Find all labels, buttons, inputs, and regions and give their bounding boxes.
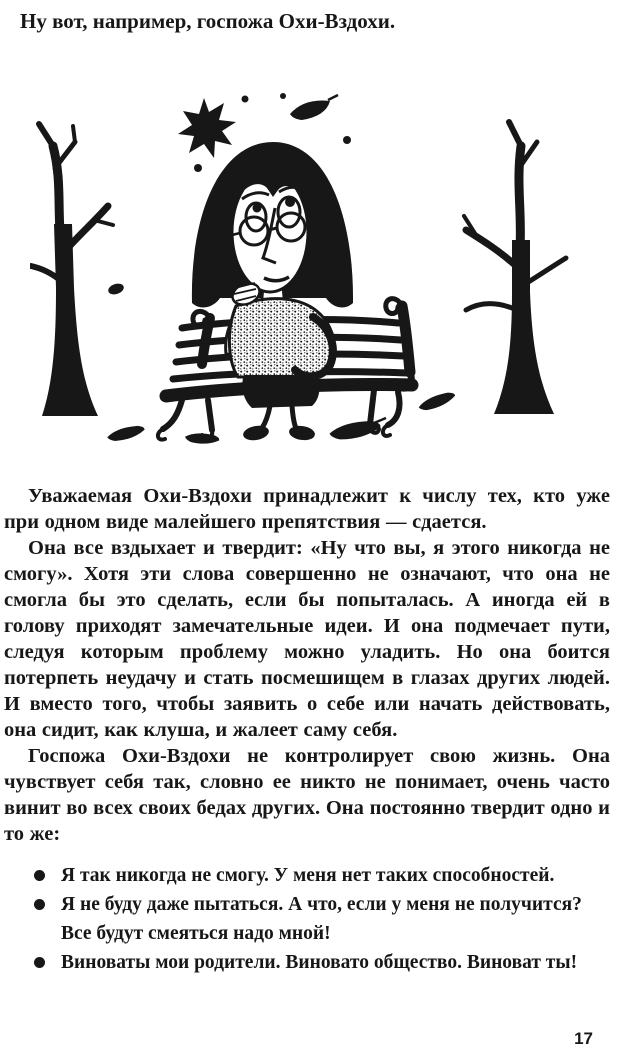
shoe-right bbox=[288, 424, 316, 441]
bullet-icon bbox=[34, 870, 45, 881]
bare-tree-left bbox=[31, 124, 125, 416]
leaf-icon bbox=[417, 391, 457, 413]
paragraph-1: Уважаемая Охи-Вздохи принадлежит к числу тех, кто уже при одном виде малейшего препятствия — сдается. bbox=[4, 485, 610, 533]
sweater-torso bbox=[229, 299, 335, 377]
leaf-icon bbox=[290, 101, 330, 120]
page-number: 17 bbox=[574, 1029, 593, 1048]
paragraph-3: Госпожа Охи-Вздохи не контролирует свою жизнь. Она чувствует себя так, словно ее никто не понимает, очень часто винит во всех своих бедах других. Она постоянно твердит одно и то же: bbox=[4, 745, 610, 845]
bullet-icon bbox=[34, 899, 45, 910]
bullet-icon bbox=[34, 957, 45, 968]
leaf-icon bbox=[329, 420, 382, 441]
leaf-icon bbox=[106, 424, 146, 442]
bullet-text: Я не буду даже пытаться. А что, если у меня не получится? Все будут смеяться надо мной! bbox=[61, 894, 582, 944]
bare-tree-right bbox=[464, 122, 566, 414]
list-item bbox=[34, 890, 610, 948]
bullet-list bbox=[34, 861, 610, 977]
tree-trunk bbox=[494, 240, 554, 414]
bullet-text: Виноваты мои родители. Виновато общество. Виноват ты! bbox=[61, 952, 578, 973]
maple-leaf-icon bbox=[178, 98, 236, 158]
tree-trunk bbox=[42, 224, 98, 416]
list-item bbox=[34, 948, 610, 977]
bullet-text: Я так никогда не смогу. У меня нет таких способностей. bbox=[61, 865, 555, 886]
shoe-left bbox=[242, 424, 270, 442]
skirt bbox=[242, 375, 319, 408]
list-item bbox=[34, 861, 610, 890]
body-text bbox=[0, 475, 620, 977]
paragraph-2: Она все вздыхает и твердит: «Ну что вы, я этого никогда не смогу». Хотя эти слова совершенно не означают, что она не смогла бы это сделать, если бы попыталась. А иногда ей в голову приходят замечательные идеи. И она подмечает пути, следуя которым проблему можно уладить. Но она боится потерпеть неудачу и стать посмешищем в глазах других людей. И вместо того, чтобы заявить о себе или начать действовать, она сидит, как клуша, и жалеет саму себя. bbox=[4, 537, 610, 741]
page-heading: Ну вот, например, госпожа Охи-Вздохи. bbox=[20, 9, 396, 33]
park-scene-illustration bbox=[30, 82, 590, 462]
